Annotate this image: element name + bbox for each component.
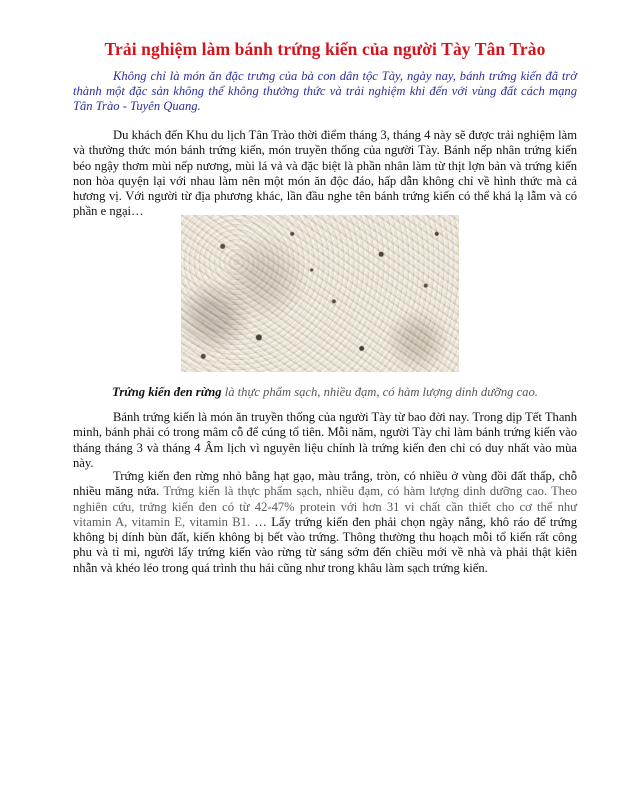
caption-bold: Trứng kiến đen rừng: [112, 385, 222, 399]
caption-text: là thực phẩm sạch, nhiều đạm, có hàm lượng dinh dưỡng cao.: [221, 385, 538, 399]
figure-caption: [73, 385, 577, 400]
paragraph-3-part-3: … Lấy trứng kiến đen phải chọn ngày nắng, khô ráo để trứng không bị dính bùn đất, kiến không bị bết vào trứng. Thông thường thu hoạch mỗi tổ kiến rất công phu và tỉ mỉ, người lấy trứng kiến vào rừng từ sáng sớm đến chiều mới về nhà và phải thật kiên nhẫn và khéo léo trong quá trình thu hái cũng như trong khâu làm sạch trứng kiến.: [73, 514, 578, 575]
ant-eggs-photo: [181, 215, 459, 372]
body-paragraph-3: [73, 469, 577, 576]
article-title: Trải nghiệm làm bánh trứng kiến của người Tày Tân Trào: [104, 39, 546, 59]
paragraph-3-part-1: Trứng kiến đen rừng nhỏ bằng hạt gạo, màu trắng, tròn, có nhiều ở vùng đồi đất thấp, chỗ nhiều măng nứa.: [73, 469, 577, 499]
article-intro: Không chỉ là món ăn đặc trưng của bà con dân tộc Tày, ngày nay, bánh trứng kiến đã trở thành một đặc sản không thể không thưởng thức và trải nghiệm khi đến với vùng đất cách mạng Tân Trào - Tuyên Quang.: [73, 69, 577, 114]
body-paragraph-2: Bánh trứng kiến là món ăn truyền thống của người Tày từ bao đời nay. Trong dịp Tết Thanh minh, bánh phải có trong mâm cỗ để cúng tổ tiên. Mỗi năm, người Tày chỉ làm bánh trứng kiến vào tháng tháng 3 và tháng 4 Âm lịch vì nguyên liệu chính là trứng kiến đen chỉ có duy nhất vào mùa này.: [73, 410, 577, 470]
photo-ants: [181, 215, 459, 372]
paragraph-3-grey-quote: Trứng kiến là thực phẩm sạch, nhiều đạm, có hàm lượng dinh dưỡng cao. Theo nghiên cứu, trứng kiến đen có từ 42-47% protein với hơn 31 vi chất cần thiết cho cơ thể như vitamin A, vitamin E, vitamin B1.: [73, 484, 577, 529]
body-paragraph-1: Du khách đến Khu du lịch Tân Trào thời điểm tháng 3, tháng 4 này sẽ được trải nghiệm làm và thưởng thức món bánh trứng kiến, món truyền thống của người Tày. Bánh nếp nhân trứng kiến béo ngậy thơm mùi nếp nương, mùi lá vả và đặc biệt là phần nhân làm từ thịt lợn bản và trứng kiến non hòa quyện lại với nhau làm nên một món ăn độc đáo, hấp dẫn không chỉ về hình thức mà cả hương vị. Với người từ địa phương khác, lần đầu nghe tên bánh trứng kiến có thể khá lạ lẫm và có phần e ngại…: [73, 128, 577, 219]
